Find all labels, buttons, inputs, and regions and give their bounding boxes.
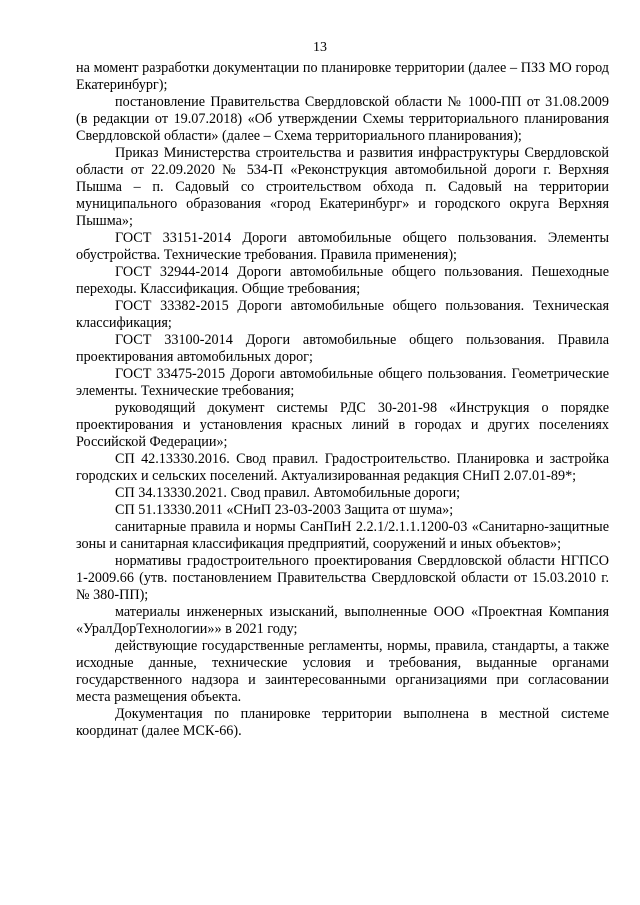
- paragraph-surveys: материалы инженерных изысканий, выполненные ООО «Проектная Компания «УралДорТехнологии»» в 2021 году;: [76, 604, 609, 637]
- paragraph-regulations: действующие государственные регламенты, нормы, правила, стандарты, а также исходные данные, технические условия и требования, выданные органами государственного надзора и заинтересованными организациями при согласовании места размещения объекта.: [76, 638, 609, 705]
- paragraph-sp-42: СП 42.13330.2016. Свод правил. Градостроительство. Планировка и застройка городских и сельских поселений. Актуализированная редакция СНиП 2.07.01-89*;: [76, 451, 609, 484]
- paragraph-sp-34: СП 34.13330.2021. Свод правил. Автомобильные дороги;: [115, 485, 461, 501]
- paragraph-resolution-1000-pp: постановление Правительства Свердловской области № 1000-ПП от 31.08.2009 (в редакции от 19.07.2018) «Об утверждении Схемы территориального планирования Свердловской области» (далее – Схема территориального планирования);: [76, 94, 609, 144]
- document-body: [76, 60, 609, 740]
- paragraph-rds-30-201-98: руководящий документ системы РДС 30-201-98 «Инструкция о порядке проектирования и установления красных линий в городах и других поселениях Российской Федерации»;: [76, 400, 609, 450]
- paragraph-ngpso: нормативы градостроительного проектирования Свердловской области НГПСО 1-2009.66 (утв. постановлением Правительства Свердловской области от 15.03.2010 г. № 380-ПП);: [76, 553, 609, 603]
- paragraph-gost-32944: ГОСТ 32944-2014 Дороги автомобильные общего пользования. Пешеходные переходы. Классификация. Общие требования;: [76, 264, 609, 297]
- paragraph-gost-33475: ГОСТ 33475-2015 Дороги автомобильные общего пользования. Геометрические элементы. Технические требования;: [76, 366, 609, 399]
- paragraph-coordinate-system: Документация по планировке территории выполнена в местной системе координат (далее МСК-66).: [76, 706, 609, 739]
- paragraph-gost-33100: ГОСТ 33100-2014 Дороги автомобильные общего пользования. Правила проектирования автомобильных дорог;: [76, 332, 609, 365]
- paragraph-sanpin: санитарные правила и нормы СанПиН 2.2.1/2.1.1.1200-03 «Санитарно-защитные зоны и санитарная классификация предприятий, сооружений и иных объектов»;: [76, 519, 609, 552]
- paragraph-gost-33382: ГОСТ 33382-2015 Дороги автомобильные общего пользования. Техническая классификация;: [76, 298, 609, 331]
- page-number: 13: [313, 40, 327, 55]
- paragraph-continuation: на момент разработки документации по планировке территории (далее – ПЗЗ МО город Екатеринбург);: [76, 60, 609, 93]
- paragraph-sp-51: СП 51.13330.2011 «СНиП 23-03-2003 Защита от шума»;: [115, 502, 454, 518]
- paragraph-order-534-p: Приказ Министерства строительства и развития инфраструктуры Свердловской области от 22.09.2020 № 534-П «Реконструкция автомобильной дороги г. Верхняя Пышма – п. Садовый со строительством обхода п. Садовый на территории муниципального образования «город Екатеринбург» и городского округа Верхняя Пышма»;: [76, 145, 609, 229]
- paragraph-gost-33151: ГОСТ 33151-2014 Дороги автомобильные общего пользования. Элементы обустройства. Технические требования. Правила применения);: [76, 230, 609, 263]
